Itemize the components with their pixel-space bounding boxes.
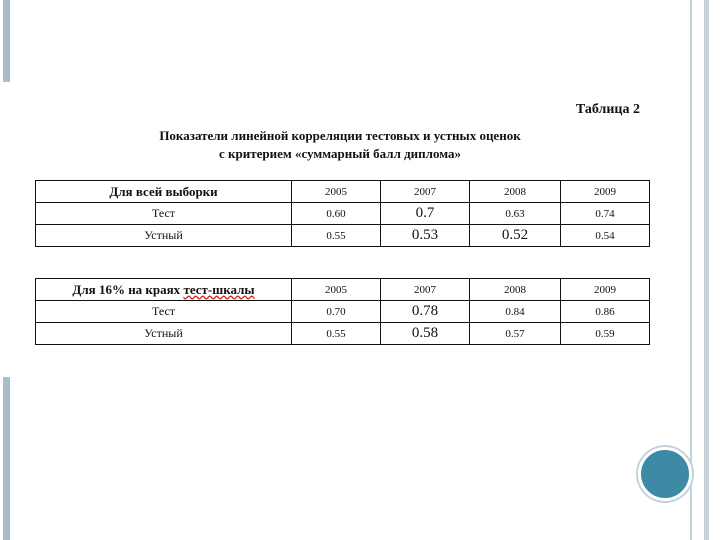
table-whole-sample [35,180,650,247]
value-cell: 0.63 [470,203,561,225]
value-cell: 0.58 [381,323,470,345]
year-cell: 2009 [561,181,650,203]
table-row [36,203,650,225]
value-cell: 0.60 [292,203,381,225]
value-cell: 0.57 [470,323,561,345]
table-edge-16-percent [35,278,650,345]
row-label: Устный [36,225,292,247]
table-header-row [36,181,650,203]
table-number-label: Таблица 2 [575,102,640,117]
table-row [36,301,650,323]
value-cell: 0.86 [561,301,650,323]
right-rail-thin [690,0,692,540]
left-accent-bar-bottom [3,377,10,540]
value-cell: 0.70 [292,301,381,323]
year-cell: 2007 [381,181,470,203]
row-label: Тест [36,203,292,225]
row-label: Тест [36,301,292,323]
right-rail-thick [704,0,709,540]
value-cell: 0.7 [381,203,470,225]
table-header-label: Для всей выборки [36,181,292,203]
left-accent-bar-top [3,0,10,82]
row-label: Устный [36,323,292,345]
table-row [36,225,650,247]
year-cell: 2005 [292,181,381,203]
header-text-spellcheck: тест-шкалы [183,281,255,297]
year-cell: 2008 [470,279,561,301]
title-line-2: с критерием «суммарный балл диплома» [219,146,461,161]
header-text: Для 16% на краях [72,281,184,297]
value-cell: 0.53 [381,225,470,247]
value-cell: 0.54 [561,225,650,247]
table-header-label [36,279,292,301]
year-cell: 2007 [381,279,470,301]
value-cell: 0.55 [292,323,381,345]
year-cell: 2009 [561,279,650,301]
document-title [60,127,620,163]
value-cell: 0.55 [292,225,381,247]
table-row [36,323,650,345]
value-cell: 0.84 [470,301,561,323]
value-cell: 0.52 [470,225,561,247]
value-cell: 0.78 [381,301,470,323]
value-cell: 0.59 [561,323,650,345]
year-cell: 2005 [292,279,381,301]
value-cell: 0.74 [561,203,650,225]
year-cell: 2008 [470,181,561,203]
table-header-row [36,279,650,301]
decorative-circle [638,447,692,501]
title-line-1: Показатели линейной корреляции тестовых и устных оценок [159,128,521,143]
